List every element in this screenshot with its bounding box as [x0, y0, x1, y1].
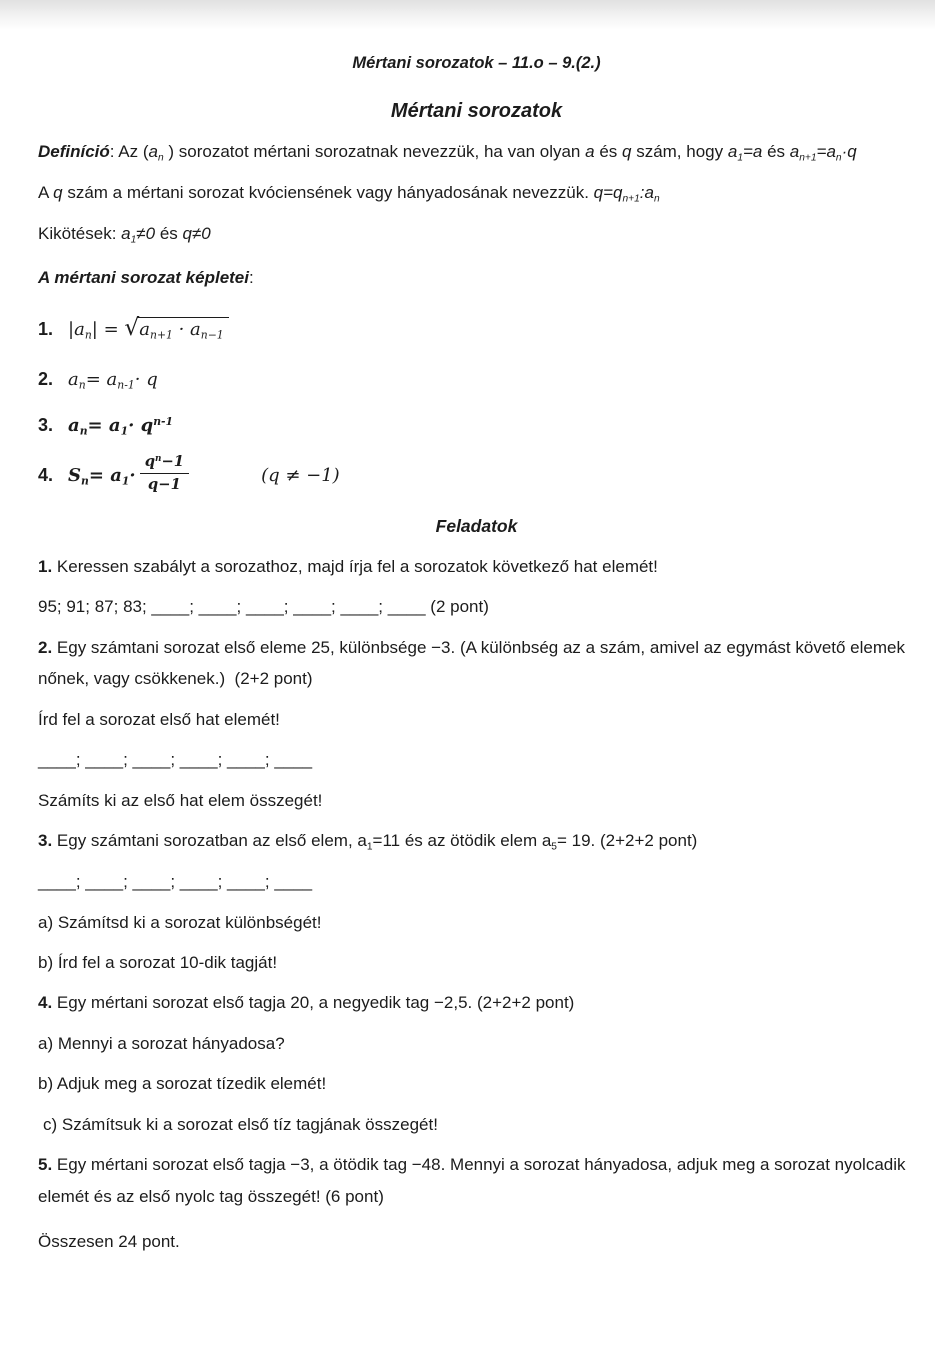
text-run: a	[68, 414, 80, 436]
exercise-4-part-c: c) Számítsuk ki a sorozat első tíz tagjának összegét!	[43, 1114, 438, 1134]
text-run: n	[653, 192, 660, 204]
main-heading: Mértani sorozatok	[390, 99, 563, 122]
text-run: 1	[737, 151, 743, 163]
text-run: :a	[639, 182, 654, 202]
page-top-shadow	[0, 0, 935, 30]
formula-4	[38, 455, 915, 497]
text-run: Egy számtani sorozat első eleme 25, különbsége −3. (A különbség az a szám, amivel az egymást követő elemek nőnek, vagy csökkenek.) (2+2 pont)	[38, 637, 910, 689]
fraction-denominator: q−1	[147, 476, 181, 494]
text-run: = a	[85, 368, 118, 390]
text-run: 4.	[38, 993, 53, 1013]
document-body	[0, 30, 935, 1298]
fraction	[140, 452, 189, 494]
radicand	[137, 317, 228, 342]
document-title: Mértani sorozatok – 11.o – 9.(2.)	[352, 54, 601, 72]
text-run: a	[789, 141, 800, 161]
text-run: ·q	[841, 141, 857, 161]
fraction-numerator	[140, 452, 189, 474]
text-run: · q	[128, 414, 154, 436]
formula-4-condition: (q ≠ −1)	[261, 465, 340, 487]
text-run: 1.	[38, 556, 53, 576]
text-run: n-1	[117, 378, 135, 392]
text-run: 3.	[38, 831, 53, 851]
text-run: ) sorozatot mértani sorozatnak nevezzük, ha van olyan	[163, 141, 586, 161]
conditions-paragraph	[38, 218, 915, 250]
text-run: = a	[87, 414, 121, 436]
numerator-q: q	[144, 453, 156, 471]
exercise-2-sum-prompt: Számíts ki az első hat elem összegét!	[38, 790, 323, 810]
exercise-2-answer-blanks: ____; ____; ____; ____; ____; ____	[38, 750, 313, 770]
exercise-1	[38, 551, 915, 582]
text-run: ≠0	[136, 223, 156, 243]
numerator-minus-one: −1	[161, 453, 185, 471]
multiplication-dot: ·	[129, 465, 136, 487]
text-run: =a	[742, 141, 763, 161]
text-run: A	[38, 182, 54, 202]
formula-1-equals: | =	[91, 319, 125, 341]
text-run: q≠0	[182, 223, 211, 243]
text-run: n+1	[622, 192, 640, 204]
text-run: 5.	[38, 1155, 53, 1175]
text-run: n	[158, 151, 164, 163]
text-run: a	[727, 141, 738, 161]
text-run: és	[762, 141, 790, 161]
text-run: 3.	[38, 414, 54, 435]
text-run: · q	[134, 368, 158, 390]
formula-4-lhs-sub: n	[81, 474, 89, 488]
exercise-4-part-b: b) Adjuk meg a sorozat tízedik elemét!	[38, 1074, 327, 1094]
text-run: és	[594, 141, 622, 161]
text-run: és	[155, 223, 183, 243]
radicand-term-b: · a	[172, 319, 201, 341]
text-run: n	[835, 151, 842, 163]
exercise-4	[38, 987, 915, 1018]
exercise-3-answer-blanks: ____; ____; ____; ____; ____; ____	[38, 872, 313, 892]
text-run: Egy mértani sorozat első tagja −3, a ötödik tag −48. Mennyi a sorozat hányadosa, adjuk meg a sorozat nyolcadik elemét és az első nyolc tag összegét! (6 pont)	[38, 1155, 911, 1206]
text-run: =11 és az ötödik elem a	[372, 831, 552, 851]
text-run: q=q	[593, 182, 623, 202]
text-run: a	[68, 368, 79, 390]
text-run: 2.	[38, 637, 53, 657]
formula-1-lhs-sub: n	[84, 328, 92, 342]
text-run: 1	[366, 841, 373, 853]
text-run: :	[249, 267, 254, 287]
text-run: 5	[551, 841, 557, 853]
text-run: : Az (	[109, 141, 149, 161]
definition-paragraph	[38, 136, 915, 168]
sqrt-symbol: √	[124, 313, 139, 342]
text-run: 2.	[38, 368, 54, 389]
exercise-2	[38, 632, 915, 695]
text-run: n	[79, 424, 88, 438]
text-run: Definíció	[38, 141, 110, 161]
text-run: Egy számtani sorozatban az első elem, a	[52, 831, 367, 851]
text-run: = 19. (2+2+2 pont)	[556, 831, 698, 851]
text-run: Egy mértani sorozat első tagja 20, a negyedik tag −2,5. (2+2+2 pont)	[52, 993, 575, 1013]
text-run: 1	[130, 234, 137, 246]
radicand-term-a-sub: n+1	[150, 328, 173, 342]
exercise-4-part-a: a) Mennyi a sorozat hányadosa?	[38, 1033, 285, 1053]
formula-4-number: 4.	[38, 465, 54, 486]
exercise-1-answer-blanks: 95; 91; 87; 83; ____; ____; ____; ____; ____; ____ (2 pont)	[38, 597, 489, 617]
text-run: szám, hogy	[631, 141, 728, 161]
text-run: a	[121, 223, 131, 243]
text-run: Keressen szabályt a sorozathoz, majd írja fel a sorozatok következő hat elemét!	[52, 556, 658, 576]
text-run: a	[585, 141, 595, 161]
formula-4-lhs: S	[68, 465, 82, 487]
formula-4-a1-sub: 1	[121, 474, 130, 488]
exercise-3	[38, 825, 915, 857]
text-run: =a	[816, 141, 836, 161]
formula-3	[38, 409, 915, 442]
exercise-2-list-prompt: Írd fel a sorozat első hat elemét!	[38, 709, 280, 729]
exercise-3-part-b: b) Írd fel a sorozat 10-dik tagját!	[38, 953, 278, 973]
text-run: 1	[120, 424, 129, 438]
radicand-term-a: a	[139, 319, 151, 341]
exercise-3-part-a: a) Számítsd ki a sorozat különbségét!	[38, 912, 322, 932]
text-run: q	[53, 182, 63, 202]
text-run: A mértani sorozat képletei	[38, 267, 249, 287]
text-run: n+1	[799, 151, 817, 163]
formula-1	[38, 306, 915, 349]
formulas-heading	[38, 262, 915, 293]
exercise-5	[38, 1149, 915, 1212]
exercises-heading: Feladatok	[435, 515, 518, 536]
radicand-term-b-sub: n−1	[200, 328, 224, 342]
quotient-paragraph	[38, 177, 915, 209]
text-run: Kikötések:	[38, 223, 122, 243]
text-run: szám a mértani sorozat kvóciensének vagy hányadosának nevezzük.	[62, 182, 594, 202]
formula-1-number: 1.	[38, 319, 54, 340]
formula-4-equals: = a	[88, 465, 122, 487]
total-points: Összesen 24 pont.	[38, 1232, 180, 1252]
formula-2	[38, 363, 915, 396]
text-run: a	[148, 141, 158, 161]
text-run: n	[78, 378, 86, 392]
text-run: q	[622, 141, 632, 161]
formula-1-lhs: |a	[68, 319, 85, 341]
text-run: n-1	[153, 414, 174, 428]
numerator-exponent: n	[155, 454, 162, 465]
